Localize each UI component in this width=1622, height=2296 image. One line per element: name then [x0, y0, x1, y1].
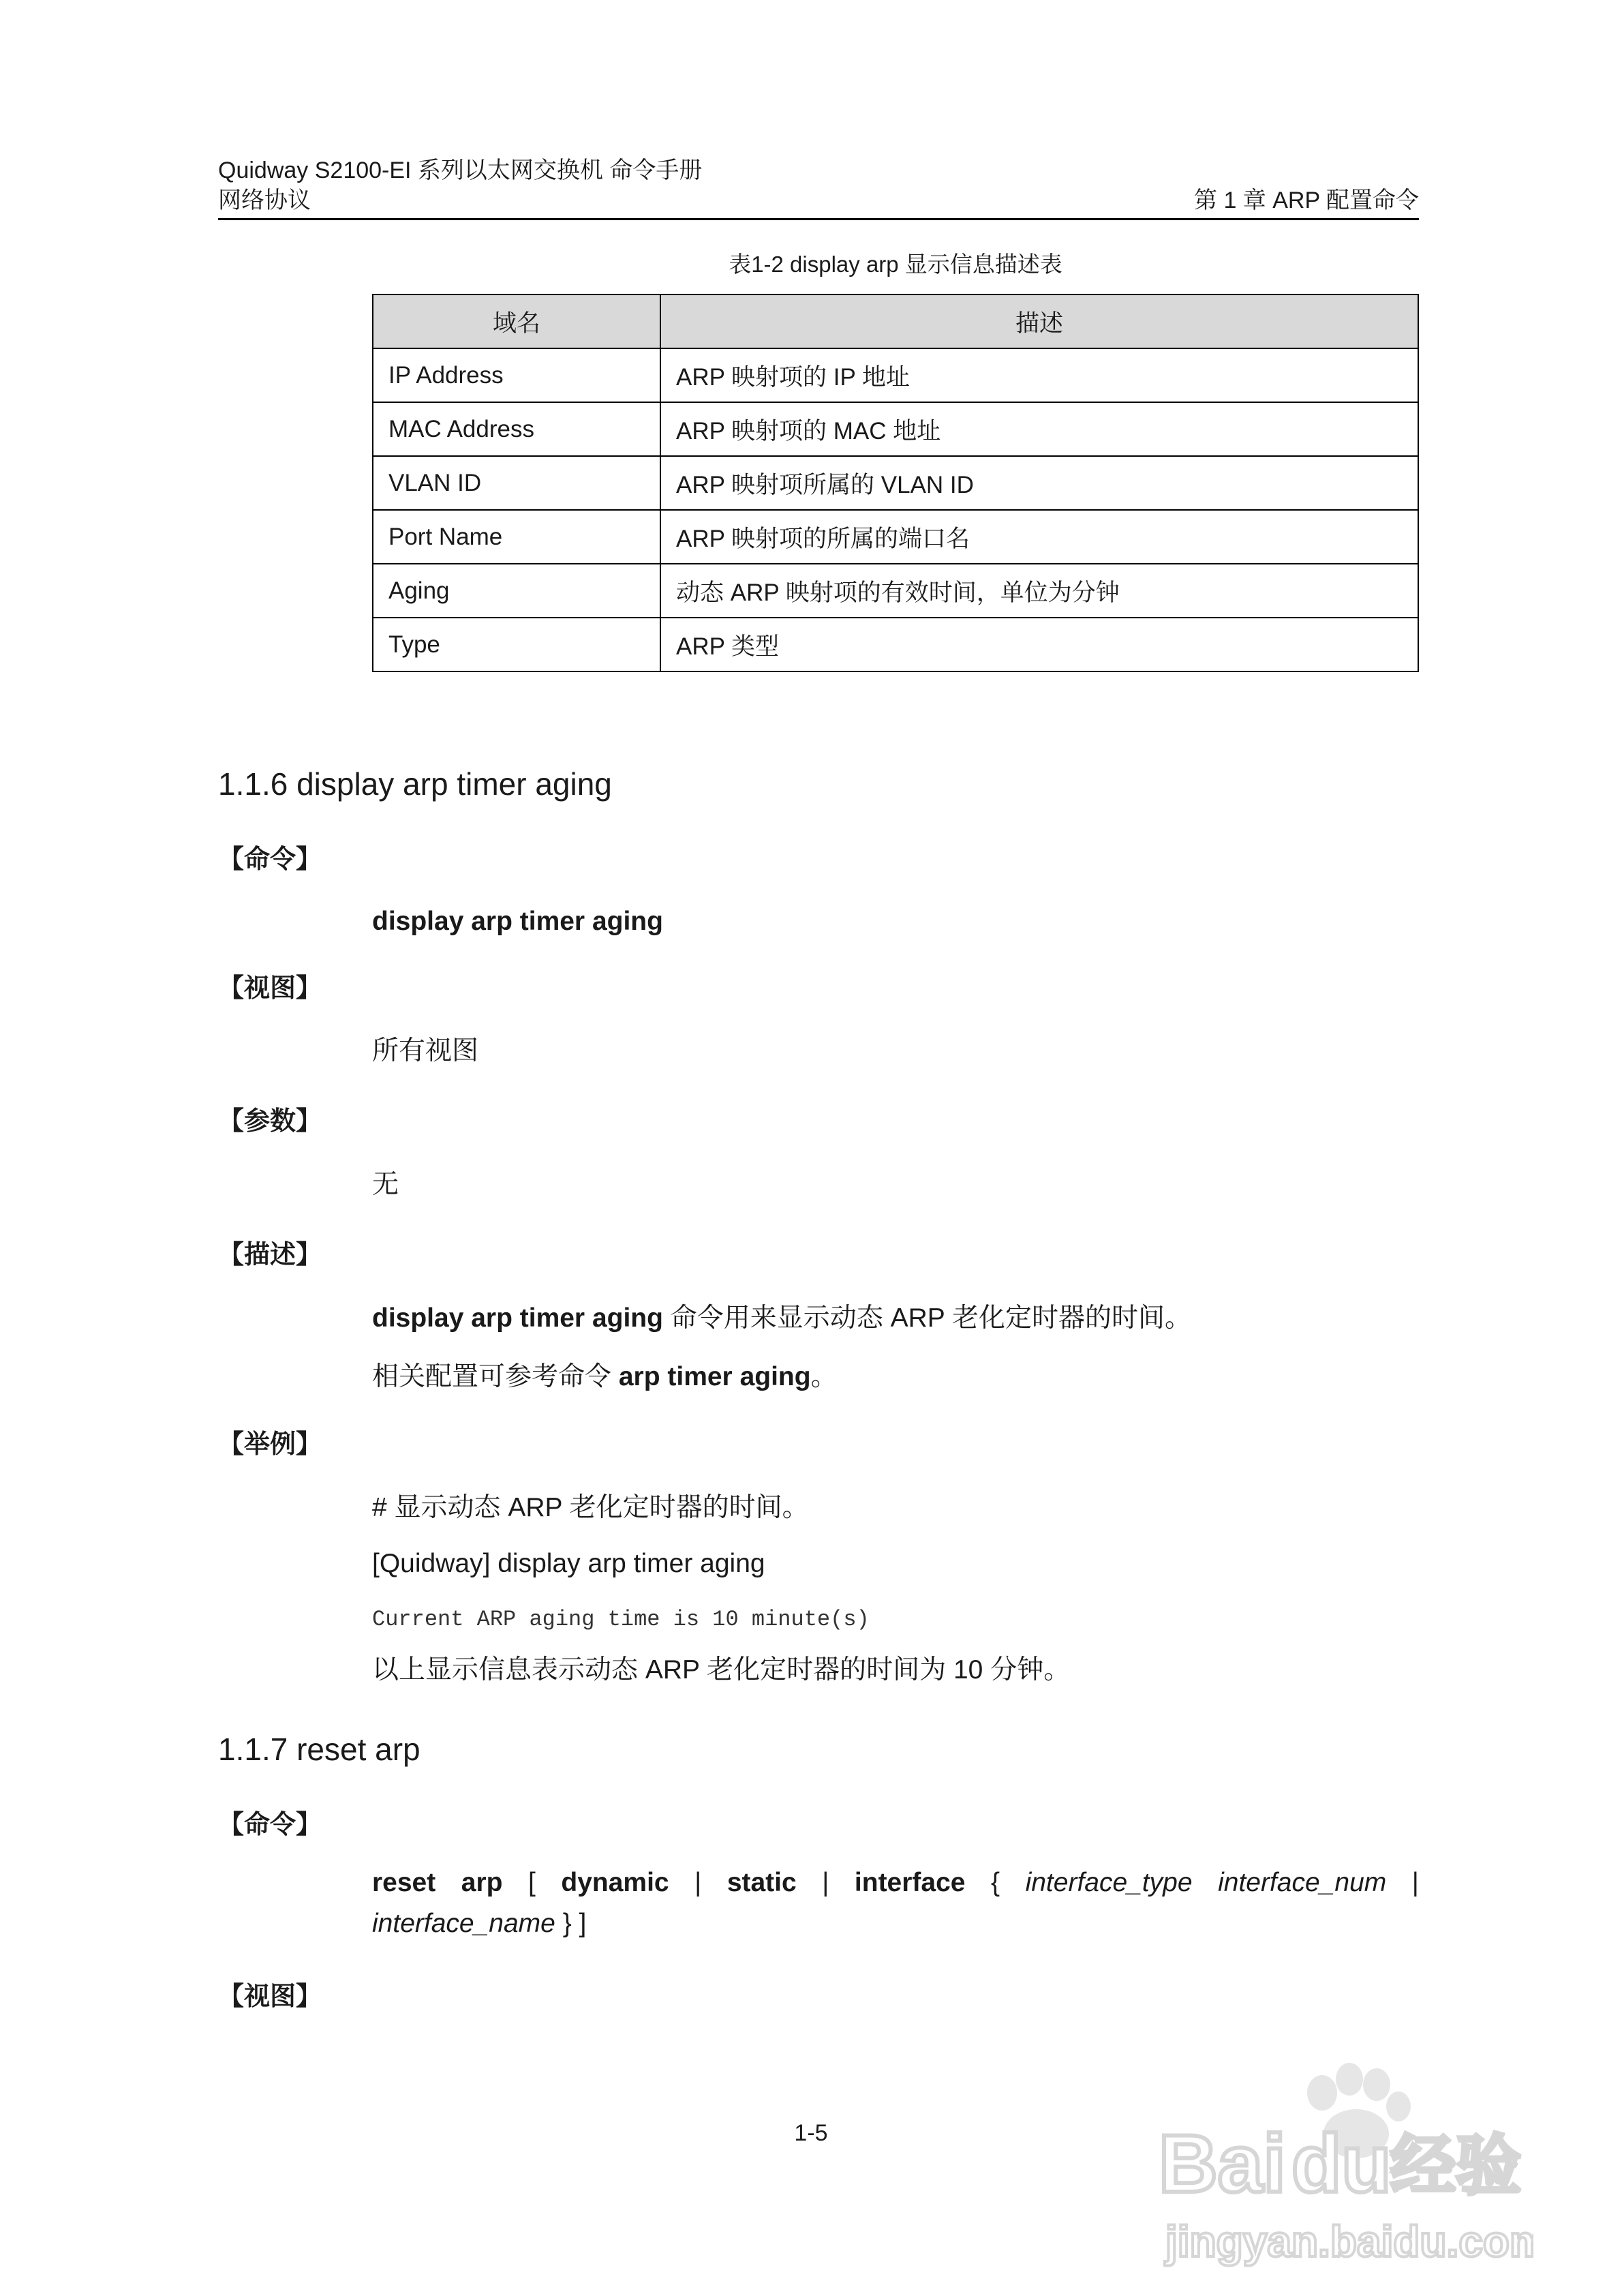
view-label: 【视图】	[218, 974, 322, 1003]
desc-text: 命令用来显示动态 ARP 老化定时器的时间。	[662, 1303, 1191, 1333]
header-title: Quidway S2100-EI 系列以太网交换机 命令手册	[218, 157, 703, 183]
view-label: 【视图】	[218, 1982, 322, 2011]
field-desc-cell: ARP 映射项的 IP 地址	[660, 348, 1418, 402]
page-number: 1-5	[794, 2120, 828, 2146]
cmd-keyword: dynamic	[561, 1868, 669, 1897]
param-text: 无	[372, 1170, 399, 1199]
desc-command: display arp timer aging	[372, 1303, 663, 1333]
header-left-subtitle: 网络协议	[218, 187, 311, 213]
description-line-1	[372, 1301, 1191, 1336]
example-command: [Quidway] display arp timer aging	[372, 1549, 765, 1578]
cmd-close: } ]	[562, 1909, 587, 1938]
cmd-brace: {	[991, 1868, 1000, 1897]
cmd-param: interface_num	[1218, 1868, 1387, 1897]
field-desc-cell: ARP 映射项所属的 VLAN ID	[660, 456, 1418, 510]
table-caption: 表1-2 display arp 显示信息描述表	[729, 252, 1062, 277]
cmd-param: interface_type	[1025, 1868, 1193, 1897]
watermark-brand-3: 经验	[1390, 2128, 1521, 2204]
table-header-row	[373, 294, 1418, 348]
field-name-cell: Type	[373, 618, 660, 671]
field-desc-cell: 动态 ARP 映射项的有效时间，单位为分钟	[660, 564, 1418, 618]
description-line-2	[372, 1359, 838, 1395]
field-desc-cell: ARP 映射项的 MAC 地址	[660, 402, 1418, 456]
header-rule	[218, 218, 1419, 220]
field-name-cell: MAC Address	[373, 402, 660, 456]
desc-text: 。	[810, 1362, 838, 1391]
description-table	[372, 294, 1419, 672]
cmd-keyword: reset	[372, 1868, 436, 1897]
field-desc-cell: ARP 映射项的所属的端口名	[660, 510, 1418, 564]
example-label: 【举例】	[218, 1430, 322, 1459]
paw-logo-icon	[1152, 2052, 1533, 2277]
cmd-bracket: [	[528, 1868, 536, 1897]
table-row	[373, 402, 1418, 456]
cmd-keyword: arp	[461, 1868, 503, 1897]
cmd-separator: |	[1411, 1868, 1419, 1897]
command-label: 【命令】	[218, 845, 322, 874]
command-text: display arp timer aging	[372, 907, 663, 936]
example-explanation: 以上显示信息表示动态 ARP 老化定时器的时间为 10 分钟。	[372, 1655, 1071, 1685]
watermark-brand-2: du	[1291, 2118, 1392, 2209]
header-chapter: 第 1 章 ARP 配置命令	[1194, 187, 1419, 213]
description-label: 【描述】	[218, 1241, 322, 1269]
cmd-keyword: static	[726, 1868, 797, 1897]
param-label: 【参数】	[218, 1107, 322, 1136]
example-comment: # 显示动态 ARP 老化定时器的时间。	[372, 1493, 809, 1522]
field-desc-cell: ARP 类型	[660, 618, 1418, 671]
watermark-url: jingyan.baidu.com	[1165, 2217, 1533, 2266]
command-syntax-line-2	[372, 1903, 1419, 1944]
related-command: arp timer aging	[618, 1362, 811, 1391]
cmd-param: interface_name	[372, 1909, 555, 1938]
field-name-cell: Port Name	[373, 510, 660, 564]
field-name-cell: IP Address	[373, 348, 660, 402]
section-title: 1.1.7 reset arp	[218, 1732, 420, 1767]
cmd-separator: |	[822, 1868, 829, 1897]
desc-text: 相关配置可参考命令	[372, 1362, 619, 1391]
baidu-watermark	[1152, 2052, 1533, 2277]
table-row	[373, 456, 1418, 510]
table-row	[373, 348, 1418, 402]
column-header: 描述	[660, 294, 1418, 348]
cmd-separator: |	[694, 1868, 702, 1897]
field-name-cell: Aging	[373, 564, 660, 618]
view-text: 所有视图	[372, 1036, 479, 1066]
watermark-brand: Bai	[1159, 2118, 1286, 2209]
table-row	[373, 618, 1418, 671]
field-name-cell: VLAN ID	[373, 456, 660, 510]
cmd-keyword: interface	[854, 1868, 966, 1897]
section-title: 1.1.6 display arp timer aging	[218, 766, 612, 802]
command-syntax-line-1	[372, 1862, 1419, 1903]
table-row	[373, 564, 1418, 618]
table-row	[373, 510, 1418, 564]
column-header: 域名	[373, 294, 660, 348]
command-syntax	[372, 904, 663, 939]
example-output: Current ARP aging time is 10 minute(s)	[372, 1607, 870, 1632]
command-label: 【命令】	[218, 1811, 322, 1839]
